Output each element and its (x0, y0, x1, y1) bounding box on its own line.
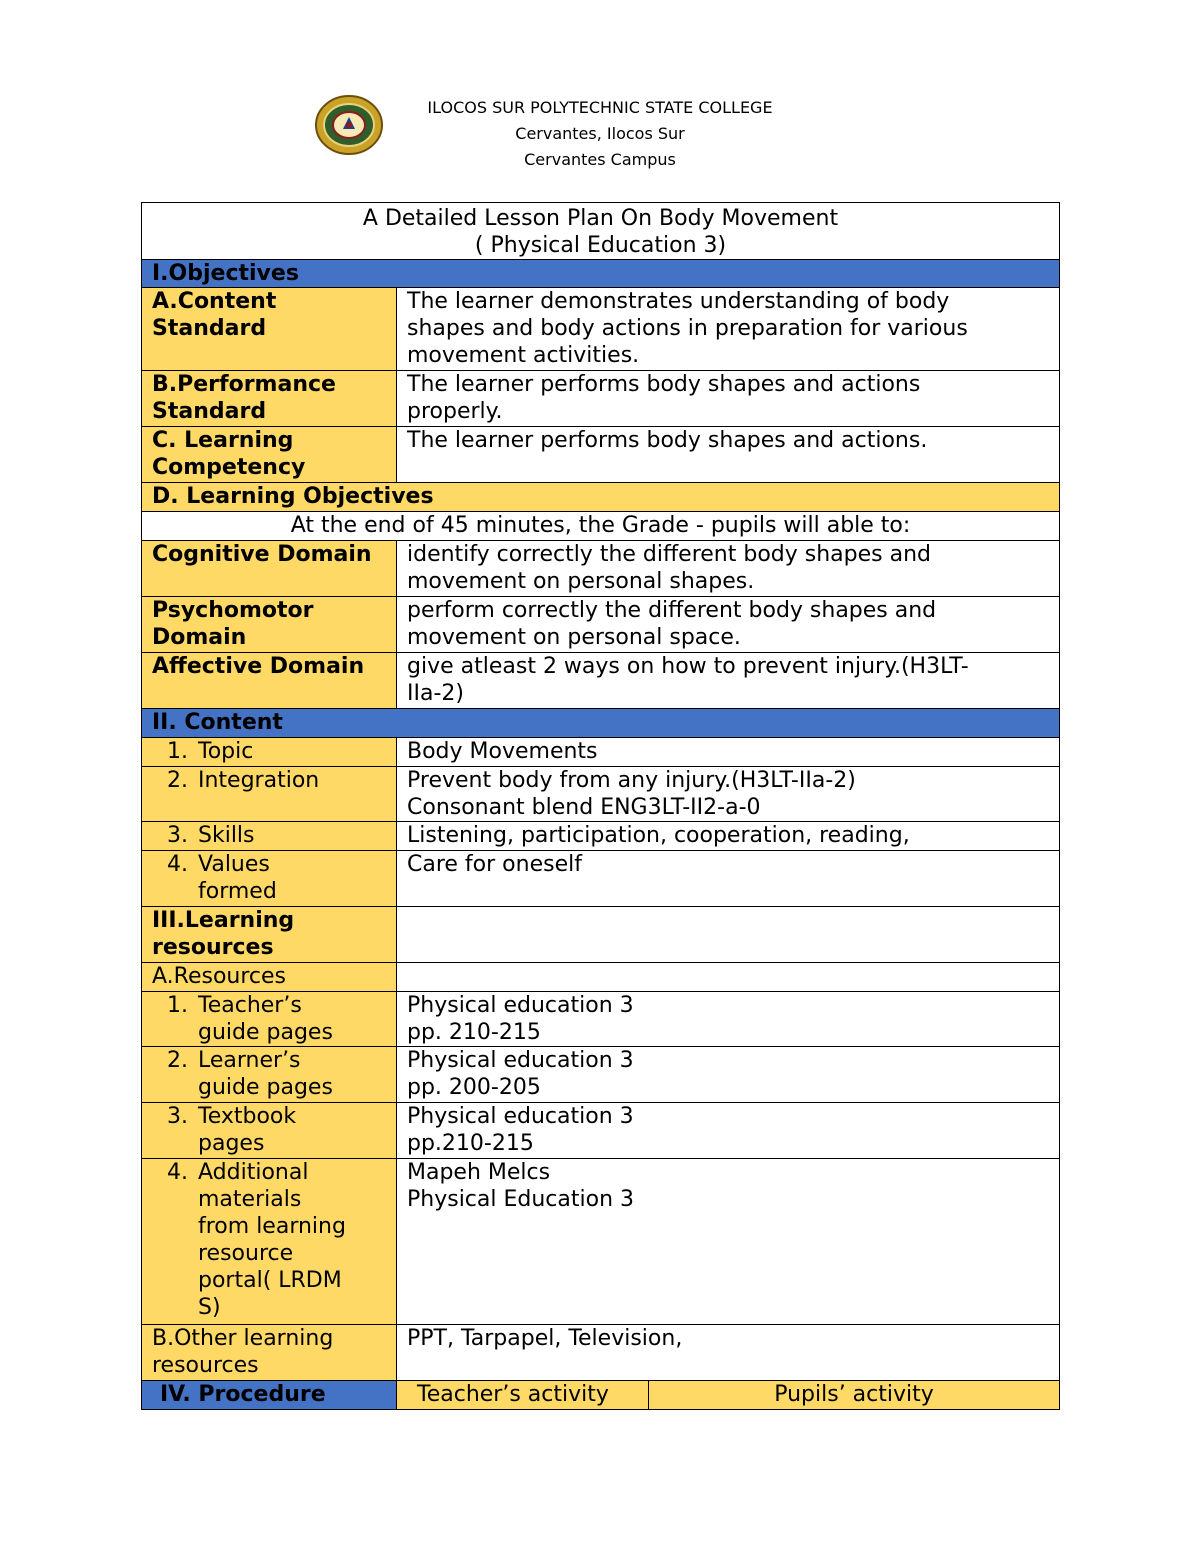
pupils-activity-header: Pupils’ activity (649, 1381, 1060, 1410)
content-heading: II. Content (142, 709, 1060, 738)
row-value: The learner performs body shapes and actions properly. (397, 371, 1060, 427)
table-row (142, 512, 1060, 541)
plan-subtitle: ( Physical Education 3) (474, 233, 727, 258)
lesson-plan-table (141, 202, 1060, 1410)
row-value: give atleast 2 ways on how to prevent injury.(H3LT- IIa-2) (397, 653, 1060, 709)
row-label: Psychomotor Domain (142, 597, 397, 653)
table-row (142, 288, 1060, 371)
row-value: Body Movements (397, 738, 1060, 767)
objectives-heading: I.Objectives (142, 260, 1060, 288)
objectives-intro: At the end of 45 minutes, the Grade - pupils will able to: (142, 512, 1060, 541)
row-label: C. Learning Competency (142, 427, 397, 483)
section-heading-row (142, 709, 1060, 738)
table-row (142, 1047, 1060, 1103)
table-row (142, 822, 1060, 851)
table-row (142, 963, 1060, 992)
row-value: The learner performs body shapes and actions. (397, 427, 1060, 483)
learning-objectives-heading: D. Learning Objectives (142, 483, 1060, 512)
row-value: PPT, Tarpapel, Television, (397, 1325, 1060, 1381)
table-row (142, 1159, 1060, 1325)
row-label: 2. Learner’s guide pages (142, 1047, 397, 1103)
row-label: III.Learning resources (142, 907, 397, 963)
row-label: B.Performance Standard (142, 371, 397, 427)
row-label: 4. Additional materials from learning resource portal( LRDM S) (142, 1159, 397, 1325)
row-value (397, 907, 1060, 963)
title-row (142, 203, 1060, 260)
row-label: Cognitive Domain (142, 541, 397, 597)
table-row (142, 992, 1060, 1047)
table-row (142, 1325, 1060, 1381)
section-heading-row (142, 260, 1060, 288)
row-value: Mapeh Melcs Physical Education 3 (397, 1159, 1060, 1325)
campus-name: Cervantes Campus (524, 150, 676, 169)
row-label: 1. Teacher’s guide pages (142, 992, 397, 1047)
table-row (142, 541, 1060, 597)
row-value: Care for oneself (397, 851, 1060, 907)
row-value: Physical education 3 pp.210-215 (397, 1103, 1060, 1159)
table-row (142, 1103, 1060, 1159)
row-value: Listening, participation, cooperation, reading, (397, 822, 1060, 851)
table-row (142, 738, 1060, 767)
procedure-row (142, 1381, 1060, 1410)
table-row (142, 653, 1060, 709)
table-row (142, 597, 1060, 653)
document-header (0, 95, 1200, 185)
table-row (142, 767, 1060, 822)
row-label: A.Resources (142, 963, 397, 992)
row-value: Physical education 3 pp. 210-215 (397, 992, 1060, 1047)
institution-location: Cervantes, Ilocos Sur (515, 124, 685, 143)
procedure-heading: IV. Procedure (142, 1381, 397, 1410)
row-label: 1. Topic (142, 738, 397, 767)
row-label: 3. Textbook pages (142, 1103, 397, 1159)
table-row (142, 907, 1060, 963)
row-label: A.Content Standard (142, 288, 397, 371)
teacher-activity-header: Teacher’s activity (397, 1381, 649, 1410)
row-label: Affective Domain (142, 653, 397, 709)
row-label: 3. Skills (142, 822, 397, 851)
row-label: 4. Values formed (142, 851, 397, 907)
row-value: perform correctly the different body shapes and movement on personal space. (397, 597, 1060, 653)
row-value: Physical education 3 pp. 200-205 (397, 1047, 1060, 1103)
section-heading-row (142, 483, 1060, 512)
plan-title: A Detailed Lesson Plan On Body Movement (362, 206, 839, 231)
table-row (142, 371, 1060, 427)
row-value: The learner demonstrates understanding of body shapes and body actions in preparation for various movement activities. (397, 288, 1060, 371)
table-row (142, 851, 1060, 907)
row-label: 2. Integration (142, 767, 397, 822)
institution-name: ILOCOS SUR POLYTECHNIC STATE COLLEGE (427, 98, 773, 117)
row-value (397, 963, 1060, 992)
row-label: B.Other learning resources (142, 1325, 397, 1381)
row-value: Prevent body from any injury.(H3LT-IIa-2) Consonant blend ENG3LT-II2-a-0 (397, 767, 1060, 822)
row-value: identify correctly the different body shapes and movement on personal shapes. (397, 541, 1060, 597)
table-row (142, 427, 1060, 483)
